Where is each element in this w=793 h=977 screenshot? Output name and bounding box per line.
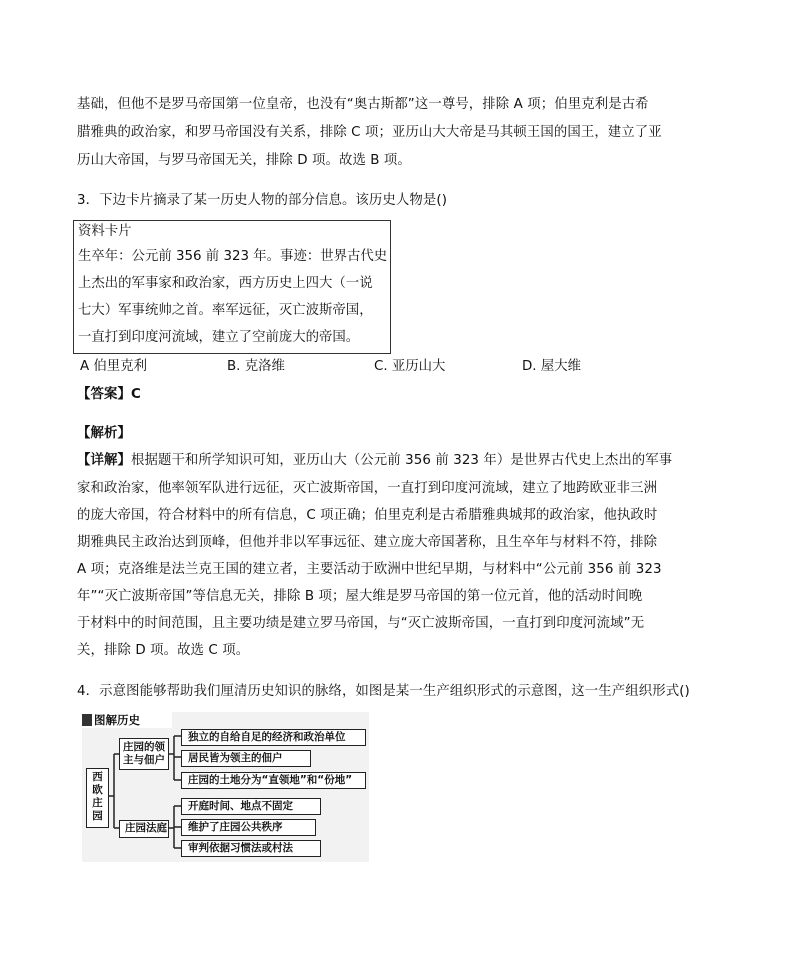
detail-text-1: 根据题干和所学知识可知，亚历山大（公元前 356 前 323 年）是世界古代史上杰出的军事 <box>130 453 673 468</box>
paragraph-line-1: 基础，但他不是罗马帝国第一位皇帝，也没有“奥古斯都”这一尊号，排除 A 项；伯里克利是古希 <box>77 97 649 112</box>
branch-2-item-1 <box>181 798 321 815</box>
card-line-3: 七大）军事统帅之首。率军远征，灭亡波斯帝国， <box>78 303 373 318</box>
root-box <box>86 768 109 828</box>
branch-1-item-2 <box>181 750 311 767</box>
option-b: B. 克洛维 <box>227 359 285 374</box>
card-title: 资料卡片 <box>78 224 132 239</box>
detail-line-3: 的庞大帝国，符合材料中的所有信息，C 项正确；伯里克利是古希腊雅典城邦的政治家，他执政时 <box>77 508 658 523</box>
detail-label: 【详解】 <box>77 453 131 468</box>
card-line-4: 一直打到印度河流域，建立了空前庞大的帝国。 <box>78 330 360 345</box>
branch-2-item-1-text: 开庭时间、地点不固定 <box>188 800 293 812</box>
branch-1-item-3 <box>181 772 366 789</box>
question-3-stem: 3．下边卡片摘录了某一历史人物的部分信息。该历史人物是() <box>77 193 448 208</box>
root-label: 西欧庄园 <box>92 771 103 822</box>
option-d: D. 屋大维 <box>522 359 581 374</box>
question-4-stem: 4．示意图能够帮助我们厘清历史知识的脉络，如图是某一生产组织形式的示意图，这一生产组织形式() <box>77 684 690 699</box>
detail-line-7: 于材料中的时间范围，且主要功绩是建立罗马帝国，与“灭亡波斯帝国，一直打到印度河流域”无 <box>77 616 645 631</box>
detail-line-6: 年”“灭亡波斯帝国”等信息无关，排除 B 项；屋大维是罗马帝国的第一位元首，他的活动时间晚 <box>77 589 643 604</box>
branch-1-label: 庄园的领主与佃户 <box>123 741 165 766</box>
detail-line-1 <box>77 452 672 470</box>
branch-1-item-2-text: 居民皆为领主的佃户 <box>188 752 283 764</box>
branch-2-item-3-text: 审判依据习惯法或村法 <box>188 842 293 854</box>
card-line-2: 上杰出的军事家和政治家，西方历史上四大（一说 <box>78 276 373 291</box>
manor-diagram <box>82 712 369 862</box>
branch-2-item-2-text: 维护了庄园公共秩序 <box>188 821 283 833</box>
detail-line-2: 家和政治家，他率领军队进行远征，灭亡波斯帝国，一直打到印度河流域，建立了地跨欧亚非三洲 <box>77 481 658 496</box>
card-line-1: 生卒年：公元前 356 前 323 年。事迹：世界古代史 <box>78 249 388 264</box>
paragraph-line-2: 腊雅典的政治家，和罗马帝国没有关系，排除 C 项；亚历山大大帝是马其顿王国的国王，建立了亚 <box>77 125 662 140</box>
option-c: C. 亚历山大 <box>374 359 446 374</box>
answer-line <box>77 386 141 404</box>
branch-2-label: 庄园法庭 <box>125 822 167 834</box>
detail-line-8: 关，排除 D 项。故选 C 项。 <box>77 643 250 658</box>
option-a: A 伯里克利 <box>80 359 147 374</box>
info-card <box>73 220 391 354</box>
paragraph-line-3: 历山大帝国，与罗马帝国无关，排除 D 项。故选 B 项。 <box>77 153 411 168</box>
analysis-label: 【解析】 <box>77 426 131 441</box>
branch-1-item-1-text: 独立的自给自足的经济和政治单位 <box>188 731 346 743</box>
branch-1-item-1 <box>181 729 366 746</box>
branch-2-item-2 <box>181 819 316 836</box>
branch-1-item-3-text: 庄园的土地分为“直领地”和“份地” <box>188 774 353 786</box>
answer-label: 【答案】 <box>77 387 131 402</box>
detail-line-4: 期雅典民主政治达到顶峰，但他并非以军事远征、建立庞大帝国著称，且生卒年与材料不符，排除 <box>77 535 658 550</box>
header-text: 图解历史 <box>94 713 140 727</box>
detail-line-5: A 项；克洛维是法兰克王国的建立者，主要活动于欧洲中世纪早期，与材料中“公元前 356 前 323 <box>77 562 662 577</box>
branch-2-box <box>119 820 169 838</box>
branch-2-item-3 <box>181 840 321 857</box>
answer-value: C <box>130 387 141 402</box>
branch-1-box <box>119 738 169 770</box>
